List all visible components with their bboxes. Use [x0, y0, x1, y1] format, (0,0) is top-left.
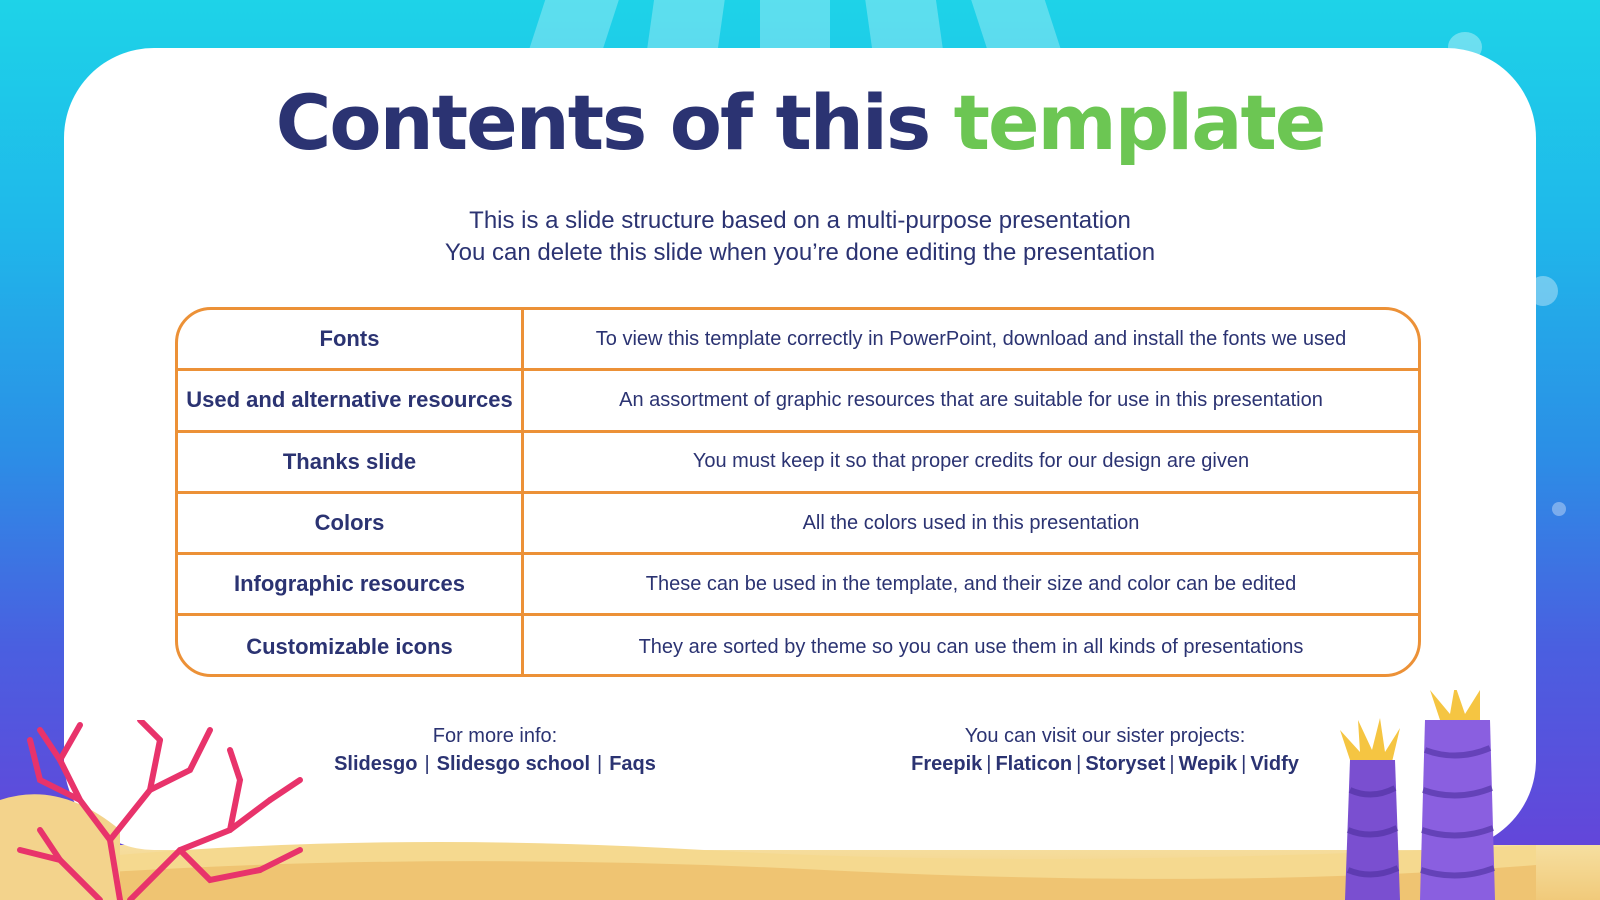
- footer-sister-projects: [880, 722, 1330, 778]
- link-flaticon[interactable]: Flaticon: [995, 753, 1073, 775]
- link-slidesgo[interactable]: Slidesgo: [334, 753, 418, 775]
- page-title: [0, 78, 1600, 167]
- title-accent: template: [953, 78, 1325, 167]
- row-label: Colors: [178, 494, 524, 552]
- row-label: Used and alternative resources: [178, 371, 524, 429]
- coral-illustration: [0, 720, 330, 900]
- link-separator: |: [1076, 753, 1082, 775]
- link-separator: |: [424, 753, 430, 775]
- link-freepik[interactable]: Freepik: [911, 753, 983, 775]
- table-row: [178, 494, 1418, 555]
- row-label: Customizable icons: [178, 616, 524, 677]
- row-description: All the colors used in this presentation: [802, 511, 1140, 534]
- table-row: [178, 371, 1418, 432]
- row-label: Fonts: [178, 310, 524, 368]
- row-description: These can be used in the template, and their size and color can be edited: [645, 572, 1297, 595]
- link-vidfy[interactable]: Vidfy: [1250, 753, 1299, 775]
- link-slidesgo-school[interactable]: Slidesgo school: [436, 753, 591, 775]
- link-separator: |: [986, 753, 992, 775]
- table-row: [178, 555, 1418, 616]
- title-main: Contents of this: [275, 78, 930, 167]
- link-storyset[interactable]: Storyset: [1085, 753, 1166, 775]
- footer-links: [300, 750, 690, 778]
- subtitle-line-2: You can delete this slide when you’re done editing the presentation: [444, 239, 1156, 266]
- footer-label: You can visit our sister projects:: [964, 725, 1246, 747]
- footer-more-info: [300, 722, 690, 778]
- subtitle: [0, 205, 1600, 269]
- row-description: You must keep it so that proper credits for our design are given: [692, 450, 1250, 473]
- footer-links: [880, 750, 1330, 778]
- table-row: [178, 310, 1418, 371]
- row-description: An assortment of graphic resources that are suitable for use in this presentation: [619, 388, 1323, 411]
- subtitle-line-1: This is a slide structure based on a multi-purpose presentation: [469, 207, 1131, 234]
- link-separator: |: [1241, 753, 1247, 775]
- link-wepik[interactable]: Wepik: [1178, 753, 1238, 775]
- row-description: They are sorted by theme so you can use them in all kinds of presentations: [638, 635, 1304, 658]
- contents-table: [175, 307, 1421, 677]
- sea-plant-illustration: [1330, 690, 1540, 900]
- footer-label: For more info:: [432, 725, 558, 747]
- row-label: Infographic resources: [178, 555, 524, 613]
- link-separator: |: [597, 753, 603, 775]
- row-label: Thanks slide: [178, 433, 524, 491]
- link-separator: |: [1169, 753, 1175, 775]
- bubble: [1552, 502, 1566, 516]
- table-row: [178, 433, 1418, 494]
- row-description: To view this template correctly in PowerPoint, download and install the fonts we used: [595, 327, 1347, 350]
- link-faqs[interactable]: Faqs: [609, 753, 656, 775]
- table-row: [178, 616, 1418, 677]
